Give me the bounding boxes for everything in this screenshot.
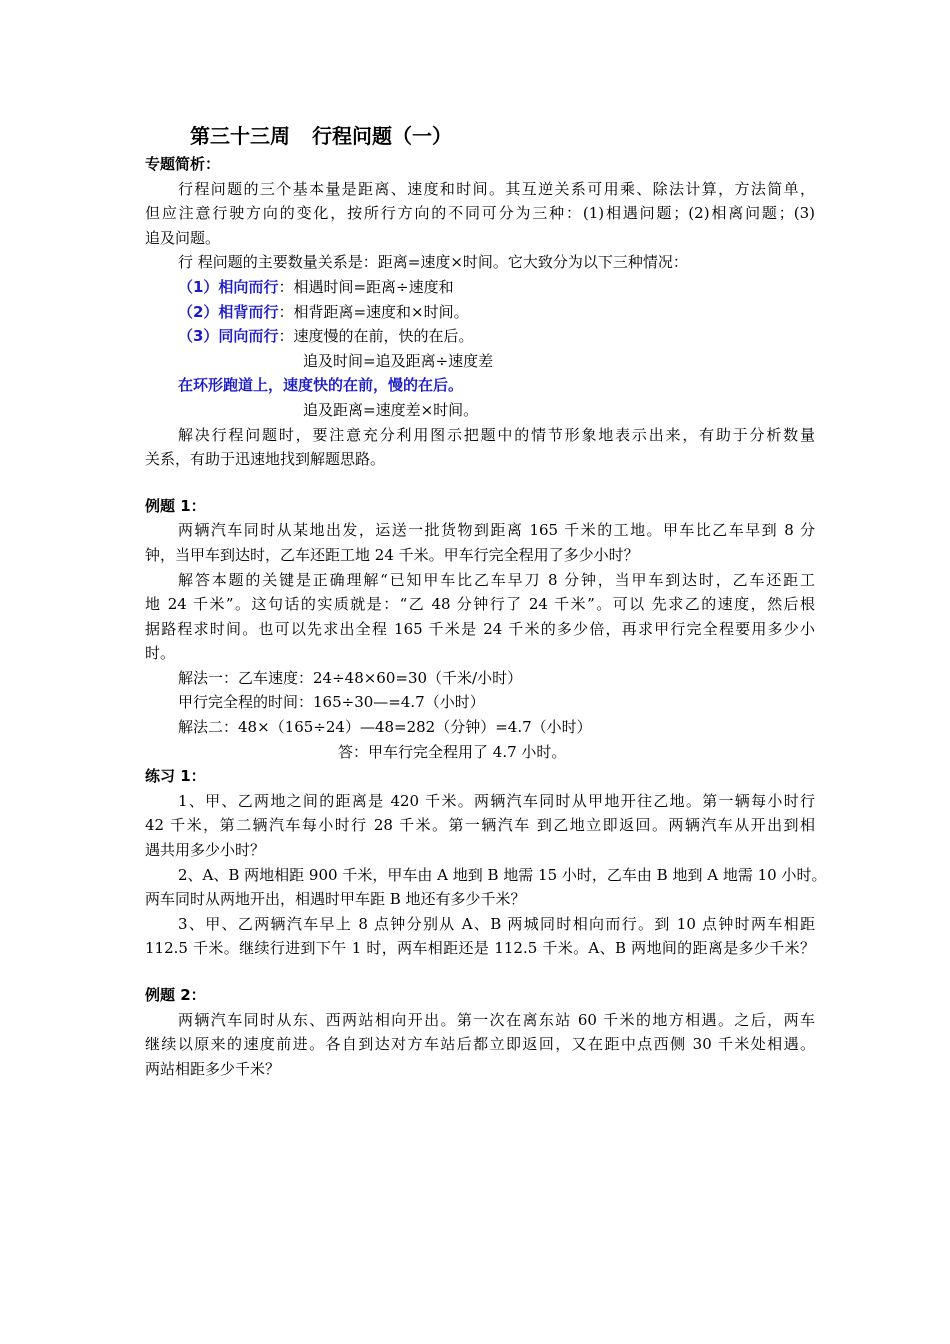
- case-label: （2）相背而行: [178, 302, 279, 321]
- exercise-line: 1、甲、乙两地之间的距离是 420 千米。两辆汽车同时从甲地开往乙地。第一辆每小时行: [178, 791, 815, 810]
- case-label: （3）同向而行: [178, 327, 279, 346]
- paragraph-line: 关系，有助于迅速地找到解题思路。: [145, 450, 386, 469]
- problem-line: 钟，当甲车到达时，乙车还距工地 24 千米。甲车行完全程用了多少小时？: [145, 545, 639, 564]
- case-line: [145, 300, 815, 325]
- case-line: [145, 275, 815, 300]
- case-line: [145, 324, 815, 349]
- problem-line: 两辆汽车同时从东、西两站相向开出。第一次在离东站 60 千米的地方相遇。之后，两车: [178, 1010, 815, 1029]
- case-text: ：相遇时间=距离÷速度和: [278, 277, 454, 296]
- solution-line: 解法二：48×（165÷24）—48=282（分钟）=4.7（小时）: [178, 718, 592, 737]
- solution-line: 甲行完全程的时间：165÷30—=4.7（小时）: [178, 693, 485, 712]
- title-topic: 行程问题（一）: [312, 124, 452, 148]
- title-week: 第三十三周: [190, 124, 290, 148]
- answer-line: 答：甲车行完全程用了 4.7 小时。: [338, 742, 567, 761]
- document-body: [145, 152, 827, 1081]
- exercise-line: 42 千米，第二辆汽车每小时行 28 千米。第一辆汽车 到乙地立即返回。两辆汽车从开出到相: [145, 816, 815, 835]
- problem-line: 两站相距多少千米？: [145, 1059, 281, 1078]
- analysis-line: 解答本题的关键是正确理解“已知甲车比乙车早刀 8 分钟，当甲车到达时，乙车还距工: [178, 570, 815, 589]
- example-heading: 例题 1：: [145, 496, 206, 515]
- paragraph-line: 但应注意行驶方向的变化，按所行方向的不同可分为三种：(1)相遇问题；(2)相离问题；(3): [145, 204, 815, 223]
- section-heading: 专题简析：: [145, 155, 221, 173]
- case-text: ：相背距离=速度和×时间。: [278, 302, 469, 321]
- problem-line: 两辆汽车同时从某地出发，运送一批货物到距离 165 千米的工地。甲车比乙车早到 8 分: [178, 521, 815, 540]
- paragraph-line: 行 程问题的主要数量关系是：距离=速度×时间。它大致分为以下三种情况：: [178, 253, 688, 272]
- problem-line: 继续以原来的速度前进。各自到达对方车站后都立即返回，又在距中点西侧 30 千米处相遇。: [145, 1035, 815, 1054]
- exercise-line: 2、A、B 两地相距 900 千米，甲车由 A 地到 B 地需 15 小时，乙车由 B 地到 A 地需 10 小时。: [178, 865, 827, 884]
- ring-note: 在环形跑道上，速度快的在前，慢的在后。: [178, 376, 464, 395]
- analysis-line: 地 24 千米”。这句话的实质就是：“乙 48 分钟行了 24 千米”。可以 先求乙的速度，然后根: [145, 595, 815, 614]
- solution-line: 解法一：乙车速度：24÷48×60=30（千米/小时）: [178, 668, 523, 687]
- case-text: ：速度慢的在前，快的在后。: [278, 327, 474, 346]
- formula-line: 追及时间=追及距离÷速度差: [303, 351, 494, 370]
- exercise-line: 112.5 千米。继续行进到下午 1 时，两车相距还是 112.5 千米。A、B 两地间的距离是多少千米？: [145, 939, 815, 958]
- exercise-line: 两车同时从两地开出，相遇时甲车距 B 地还有多少千米？: [145, 890, 526, 909]
- page-title: [190, 120, 452, 149]
- paragraph-line: 解决行程问题时，要注意充分利用图示把题中的情节形象地表示出来，有助于分析数量: [178, 425, 815, 444]
- case-label: （1）相向而行: [178, 277, 279, 296]
- practice-heading: 练习 1：: [145, 767, 206, 786]
- exercise-line: 遇共用多少小时？: [145, 841, 266, 860]
- analysis-line: 据路程求时间。也可以先求出全程 165 千米是 24 千米的多少倍，再求甲行完全程要用多少小: [145, 619, 815, 638]
- exercise-line: 3、甲、乙两辆汽车早上 8 点钟分别从 A、B 两城同时相向而行。到 10 点钟时两车相距: [178, 914, 815, 933]
- paragraph-line: 追及问题。: [145, 228, 221, 247]
- formula-line: 追及距离=速度差×时间。: [303, 400, 479, 419]
- paragraph-line: 行程问题的三个基本量是距离、速度和时间。其互逆关系可用乘、除法计算，方法简单，: [178, 179, 815, 198]
- example-heading: 例题 2：: [145, 986, 206, 1004]
- analysis-line: 时。: [145, 644, 176, 663]
